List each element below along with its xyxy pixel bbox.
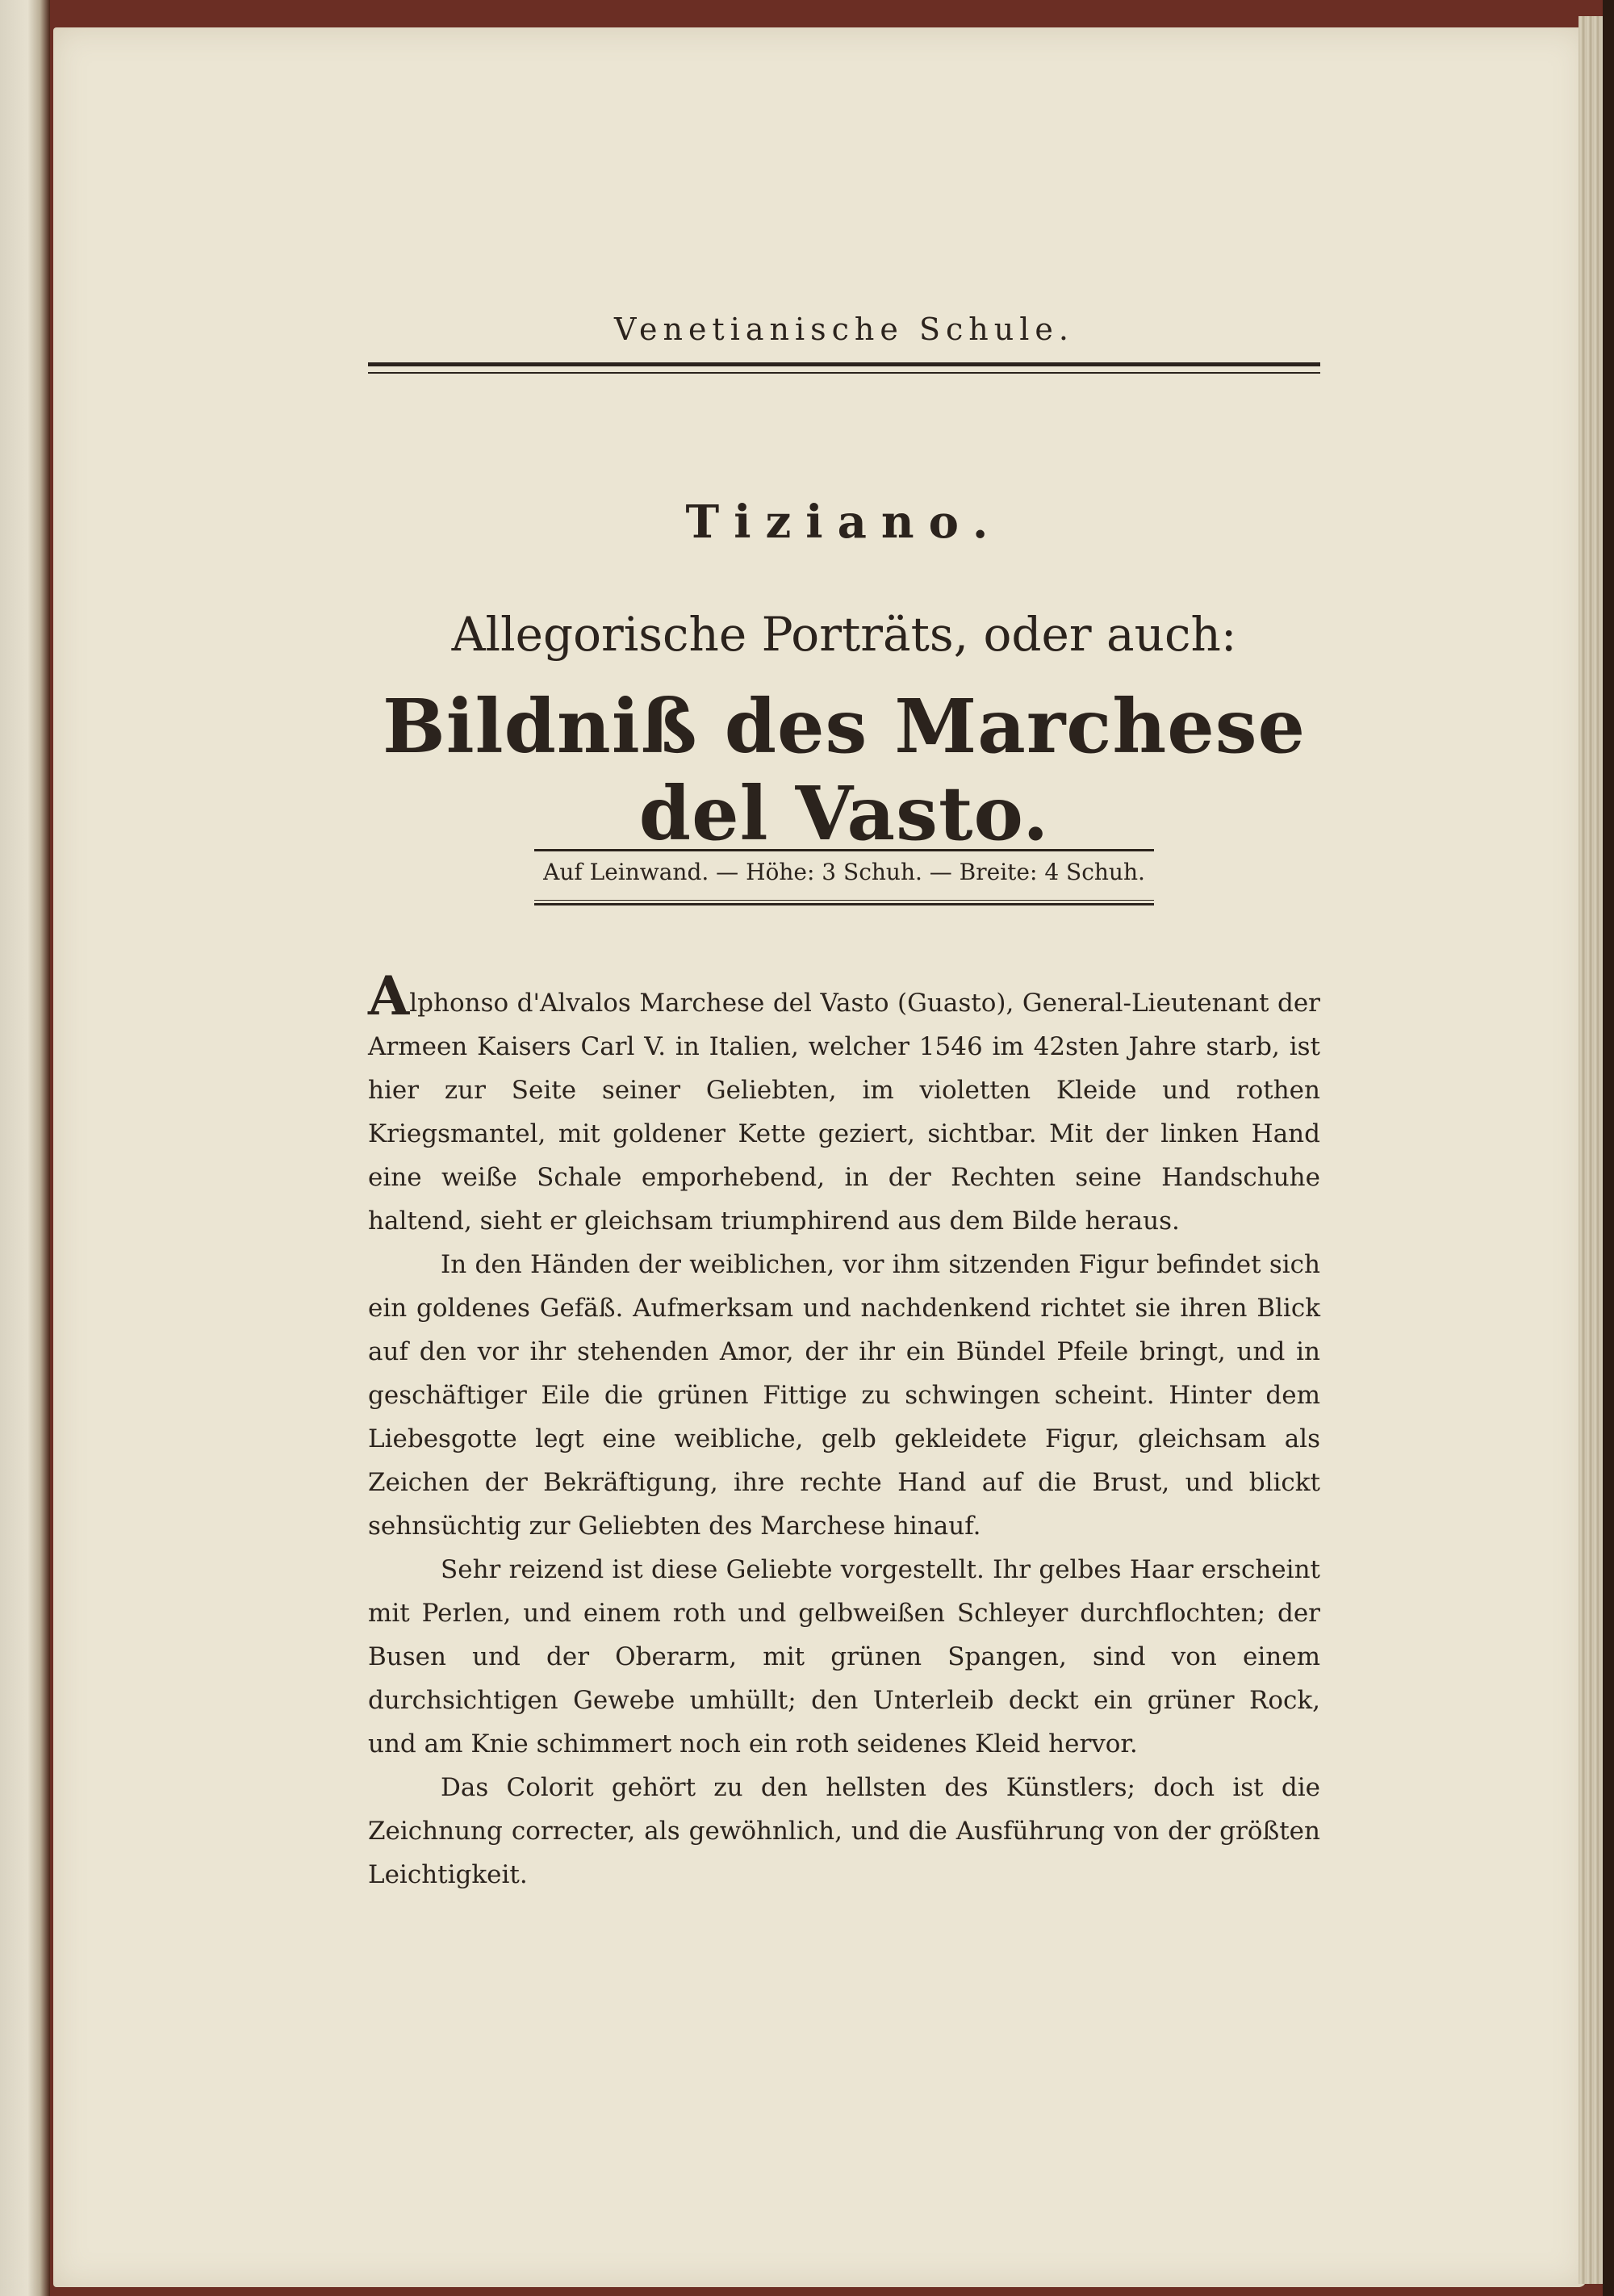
paragraph [368, 964, 1320, 1243]
left-page-edge [0, 0, 50, 2296]
paragraph: Sehr reizend ist diese Geliebte vorgestellt. Ihr gelbes Haar erscheint mit Perlen, und einem roth und gelbweißen Schleyer durchflochten; der Busen und der Oberarm, mit grünen Spangen, sind von einem durchsichtigen Gewebe umhüllt; den Unterleib deckt ein grüner Rock, und am Knie schimmert noch ein roth seidenes Kleid hervor. [368, 1555, 1320, 1759]
drop-cap: A [368, 964, 410, 1027]
artist-name: Tiziano. [685, 496, 1003, 549]
paragraph: In den Händen der weiblichen, vor ihm sitzenden Figur befindet sich ein goldenes Gefäß. Aufmerksam und nachdenkend richtet sie ihren Blick auf den vor ihr stehenden Amor, der ihr ein Bündel Pfeile bringt, und in geschäftiger Eile die grünen Fittige zu schwingen scheint. Hinter dem Liebesgotte legt eine weibliche, gelb gekleidete Figur, gleichsam als Zeichen der Bekräftigung, ihre rechte Hand auf die Brust, und blickt sehnsüchtig zur Geliebten des Marchese hinauf. [368, 1250, 1320, 1541]
header-rule [368, 362, 1320, 374]
running-head: Venetianische Schule. [614, 312, 1074, 347]
painting-specs: Auf Leinwand. — Höhe: 3 Schuh. — Breite: 4 Schuh. [543, 859, 1145, 885]
page-title: Bildniß des Marchese del Vasto. [382, 683, 1307, 857]
binding-shadow [1603, 0, 1614, 2296]
paragraph-text: lphonso d'Alvalos Marchese del Vasto (Guasto), General-Lieutenant der Armeen Kaisers Carl V. in Italien, welcher 1546 im 42sten Jahre starb, ist hier zur Seite seiner Geliebten, im violetten Kleide und rothen Kriegsmantel, mit goldener Kette geziert, sichtbar. Mit der linken Hand eine weiße Schale emporhebend, in der Rechten seine Handschuhe haltend, sieht er gleichsam triumphirend aus dem Bilde heraus. [368, 989, 1320, 1236]
book-page [53, 27, 1587, 2287]
subtitle: Allegorische Porträts, oder auch: [451, 607, 1237, 662]
paragraph: Das Colorit gehört zu den hellsten des Künstlers; doch ist die Zeichnung correcter, als gewöhnlich, und die Ausführung von der größten Leichtigkeit. [368, 1773, 1320, 1889]
body-text [368, 964, 1320, 1897]
